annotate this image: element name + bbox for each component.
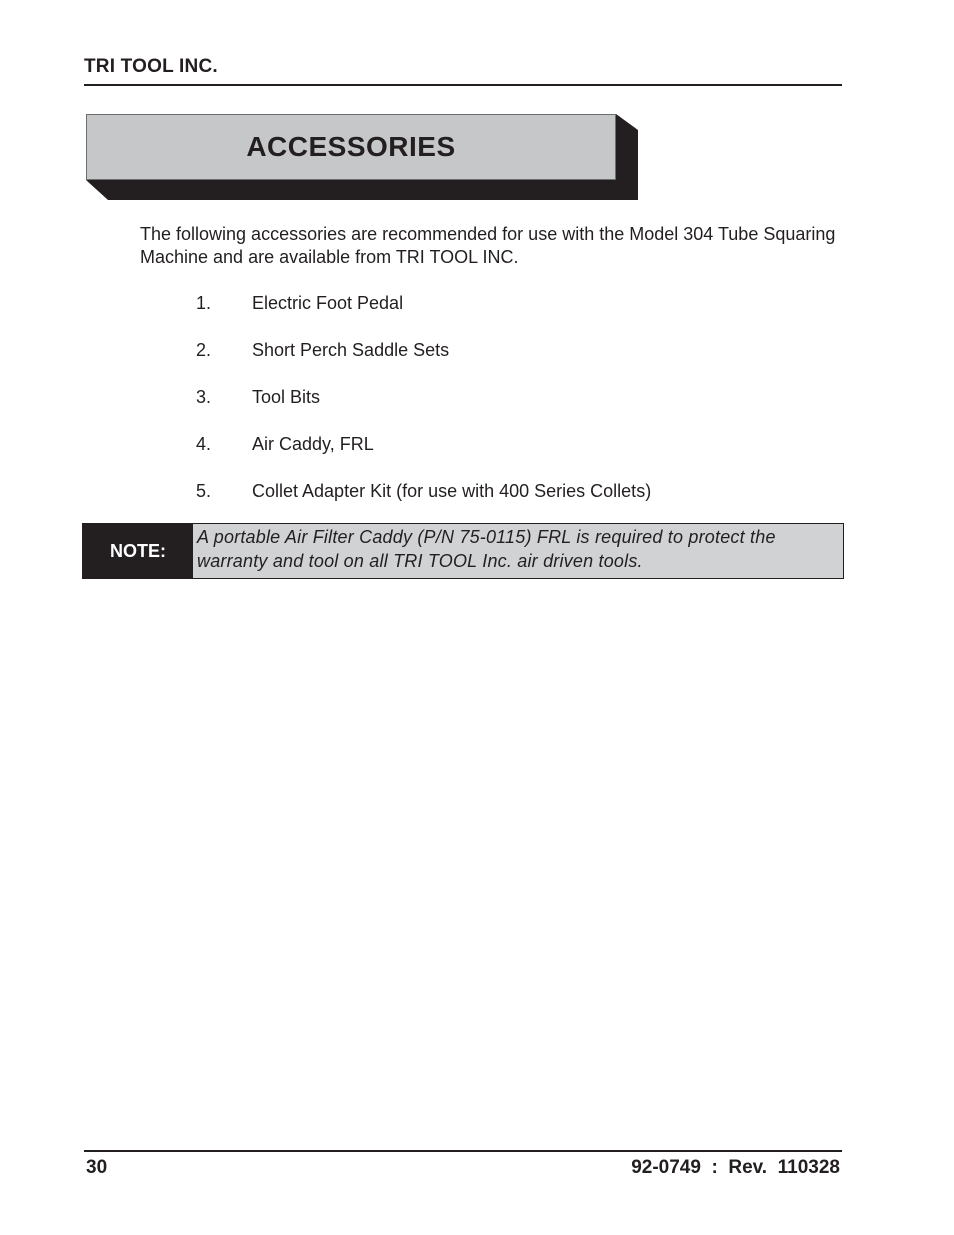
footer-rule: [84, 1150, 842, 1152]
list-item: [196, 433, 651, 480]
list-item-text: Tool Bits: [252, 387, 321, 407]
list-item-number: 4.: [196, 434, 212, 454]
intro-paragraph: The following accessories are recommended for use with the Model 304 Tube Squaring Machine and are available from TRI TOOL INC.: [140, 224, 836, 267]
list-item-text: Collet Adapter Kit (for use with 400 Series Collets): [252, 481, 652, 501]
header-rule: [84, 84, 842, 86]
list-item-number: 1.: [196, 293, 212, 313]
section-title-banner: [86, 114, 638, 200]
note-label: NOTE:: [83, 524, 193, 578]
list-item-text: Air Caddy, FRL: [252, 434, 374, 454]
list-item: [196, 386, 651, 433]
list-item: [196, 480, 651, 527]
section-title: ACCESSORIES: [246, 131, 456, 162]
list-item-number: 5.: [196, 481, 212, 501]
document-revision: 92-0749 : Rev. 110328: [631, 1157, 840, 1178]
accessory-list: [196, 292, 651, 527]
title-box: [86, 114, 616, 180]
list-item-number: 2.: [196, 340, 212, 360]
company-name: TRI TOOL INC.: [84, 56, 218, 77]
note-text: A portable Air Filter Caddy (P/N 75-0115) FRL is required to protect the warranty and tool on all TRI TOOL Inc. air driven tools.: [193, 524, 843, 578]
list-item-number: 3.: [196, 387, 212, 407]
list-item-text: Electric Foot Pedal: [252, 293, 404, 313]
list-item-text: Short Perch Saddle Sets: [252, 340, 450, 360]
list-item: [196, 292, 651, 339]
list-item: [196, 339, 651, 386]
note-box: [82, 523, 844, 579]
page-number: 30: [86, 1157, 108, 1178]
